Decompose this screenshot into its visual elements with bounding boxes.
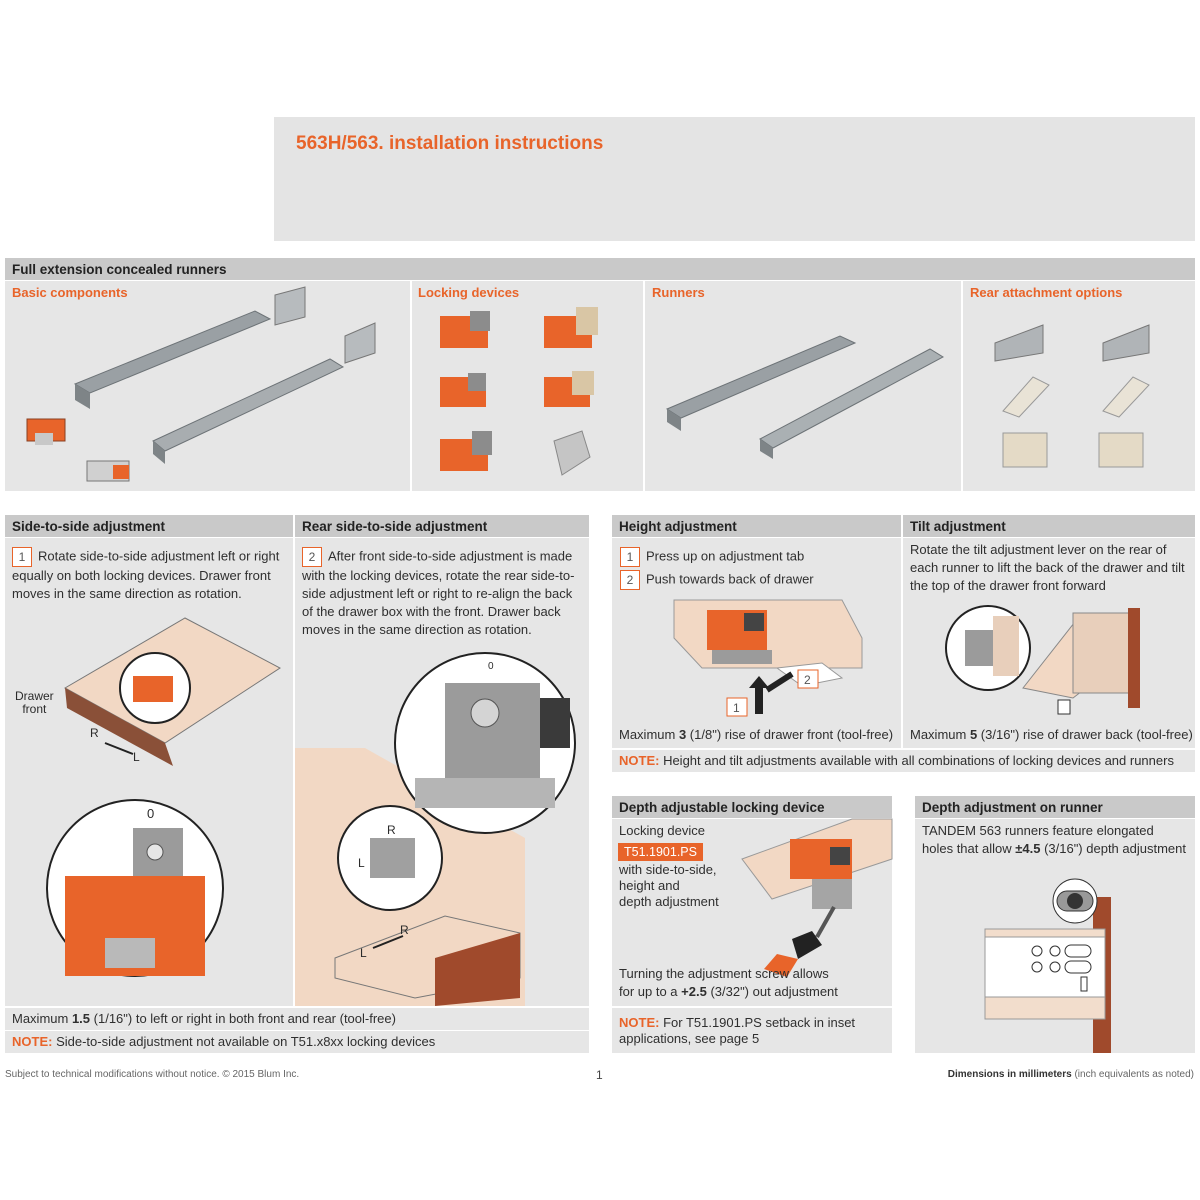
side-max-text: Maximum 1.5 (1/16") to left or right in both front and rear (tool-free) [12, 1011, 396, 1026]
svg-text:1: 1 [733, 701, 740, 715]
zero-label-rear: 0 [488, 661, 494, 672]
height-step-1: 1 Press up on adjustment tab [620, 547, 804, 567]
tilt-text: Rotate the tilt adjustment lever on the rear of each runner to lift the back of the drawer and tilt the top of the drawer front forward [910, 542, 1185, 593]
side-step-1-text: Rotate side-to-side adjustment left or right equally on both locking devices. Drawer front moves in the same direction as rotation. [12, 548, 280, 601]
rear-side-panel [295, 538, 589, 1006]
side-to-side-panel [5, 538, 293, 1006]
depth-runner-line2: holes that allow ±4.5 (3/16") depth adjustment [922, 841, 1186, 856]
step-number-2: 2 [302, 547, 322, 567]
height-panel [612, 538, 901, 748]
rear-step-2-text: After front side-to-side adjustment is made with the locking devices, rotate the rear side-to-side adjustment left or right to re-align the back of the drawer box with the front. Drawer back moves in the same direction as rotation. [302, 548, 575, 637]
runners-label: Runners [652, 285, 705, 300]
rear-brackets-illustration [963, 281, 1195, 491]
drawer-front-label [15, 690, 54, 716]
l-label-front: L [133, 750, 140, 764]
locking-devices-panel [412, 281, 643, 491]
depth-runner-header: Depth adjustment on runner [915, 796, 1195, 818]
locking-devices-illustration [412, 281, 643, 491]
rear-side-to-side-header: Rear side-to-side adjustment [295, 515, 589, 537]
height-num-2: 2 [620, 570, 640, 590]
height-tilt-note-row [612, 750, 1195, 772]
footer-right: Dimensions in millimeters (inch equivalents as noted) [947, 1069, 1194, 1080]
side-note-row [5, 1031, 589, 1053]
drawer-label-line2: front [22, 702, 47, 716]
basic-components-label: Basic components [12, 285, 128, 300]
runner-set-illustration [5, 281, 410, 491]
depth-lock-panel [612, 819, 892, 1006]
depth-lock-line1: Locking device [619, 823, 705, 838]
height-tilt-note: NOTE: Height and tilt adjustments available with all combinations of locking devices and runners [619, 753, 1174, 768]
tilt-max-text: Maximum 5 (3/16") rise of drawer back (tool-free) [910, 727, 1193, 742]
footer-left: Subject to technical modifications without notice. © 2015 Blum Inc. [5, 1069, 300, 1080]
basic-components-panel [5, 281, 410, 491]
depth-lock-note-row [612, 1008, 892, 1053]
height-header: Height adjustment [612, 515, 901, 537]
step-number-1: 1 [12, 547, 32, 567]
depth-lock-turn2: for up to a +2.5 (3/32") out adjustment [619, 984, 838, 999]
r-label-front: R [90, 726, 99, 740]
runners-panel [645, 281, 961, 491]
side-to-side-header: Side-to-side adjustment [5, 515, 293, 537]
rear-adjust-illustration [295, 538, 589, 1006]
depth-runner-panel [915, 819, 1195, 1053]
depth-lock-line2: with side-to-side, [619, 862, 717, 877]
depth-runner-line1: TANDEM 563 runners feature elongated [922, 823, 1154, 838]
side-note-text: NOTE: Side-to-side adjustment not available on T51.x8xx locking devices [12, 1034, 436, 1049]
zero-label-front: 0 [147, 806, 155, 821]
footer-page-number: 1 [596, 1068, 603, 1082]
tilt-illustration [903, 538, 1195, 748]
drawer-front-illustration [5, 538, 293, 1006]
depth-lock-turn1: Turning the adjustment screw allows [619, 966, 829, 981]
height-max-text: Maximum 3 (1/8") rise of drawer front (tool-free) [619, 727, 894, 742]
page-title: 563H/563. installation instructions [296, 133, 604, 154]
title-block [274, 117, 1195, 241]
l-label-rear-drawer: L [360, 946, 367, 960]
height-num-1: 1 [620, 547, 640, 567]
rear-attachment-label: Rear attachment options [970, 285, 1123, 300]
r-label-rear-drawer: R [400, 923, 409, 937]
depth-lock-line3: height and [619, 878, 680, 893]
drawer-label-line1: Drawer [15, 689, 54, 703]
rear-attachment-panel [963, 281, 1195, 491]
runners-illustration [645, 281, 961, 491]
part-number-badge: T51.1901.PS [618, 843, 703, 861]
depth-lock-line4: depth adjustment [619, 894, 719, 909]
side-max-row [5, 1008, 589, 1030]
r-label-rear: R [387, 823, 396, 837]
svg-text:2: 2 [804, 673, 811, 687]
section-header-runners: Full extension concealed runners [5, 258, 1195, 280]
locking-devices-label: Locking devices [418, 285, 520, 300]
tilt-panel [903, 538, 1195, 748]
runner-holes-illustration [915, 819, 1195, 1053]
tilt-header: Tilt adjustment [903, 515, 1195, 537]
height-step-2: 2 Push towards back of drawer [620, 570, 814, 590]
depth-lock-header: Depth adjustable locking device [612, 796, 892, 818]
depth-lock-note-1: NOTE: For T51.1901.PS setback in inset [619, 1015, 856, 1030]
l-label-rear: L [358, 856, 365, 870]
height-illustration [612, 538, 901, 748]
depth-lock-note-2: applications, see page 5 [619, 1031, 760, 1046]
